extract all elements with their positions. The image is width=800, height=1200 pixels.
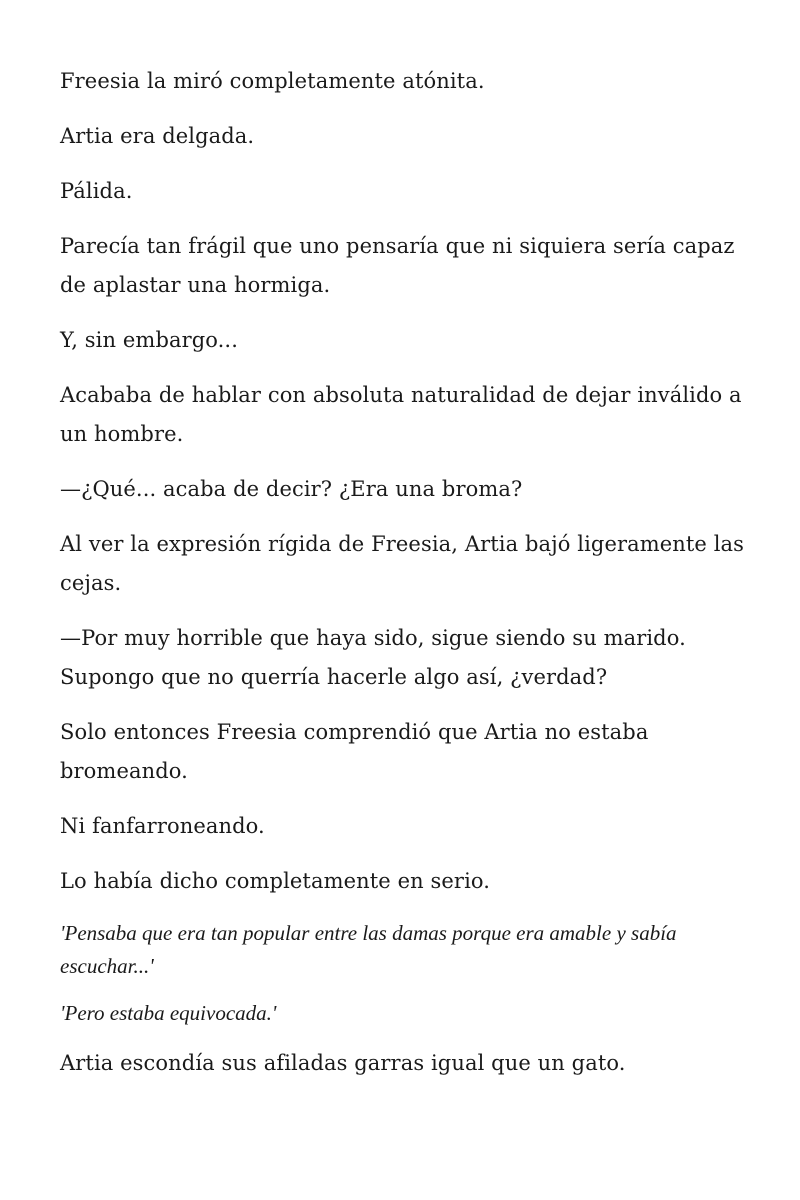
thought-paragraph: 'Pero estaba equivocada.' (60, 1001, 277, 1025)
paragraph: Artia escondía sus afiladas garras igual que un gato. (60, 1051, 626, 1075)
paragraph: Y, sin embargo... (60, 328, 238, 352)
thought-paragraph: 'Pensaba que era tan popular entre las damas porque era amable y sabía escuchar...' (60, 921, 677, 978)
paragraph: Al ver la expresión rígida de Freesia, Artia bajó ligeramente las cejas. (60, 532, 745, 595)
paragraph: Freesia la miró completamente atónita. (60, 69, 485, 93)
paragraph: Parecía tan frágil que uno pensaría que ni siquiera sería capaz de aplastar una hormiga. (60, 234, 735, 297)
paragraph: Artia era delgada. (60, 124, 255, 148)
paragraph: Solo entonces Freesia comprendió que Artia no estaba bromeando. (60, 720, 649, 783)
dialogue-paragraph: —¿Qué... acaba de decir? ¿Era una broma? (60, 477, 523, 501)
dialogue-paragraph: —Por muy horrible que haya sido, sigue siendo su marido. Supongo que no querría hacerle algo así, ¿verdad? (60, 626, 686, 689)
paragraph: Acababa de hablar con absoluta naturalidad de dejar inválido a un hombre. (60, 383, 742, 446)
paragraph: Lo había dicho completamente en serio. (60, 869, 491, 893)
reading-page (60, 62, 750, 1099)
paragraph: Ni fanfarroneando. (60, 814, 265, 838)
paragraph: Pálida. (60, 179, 133, 203)
